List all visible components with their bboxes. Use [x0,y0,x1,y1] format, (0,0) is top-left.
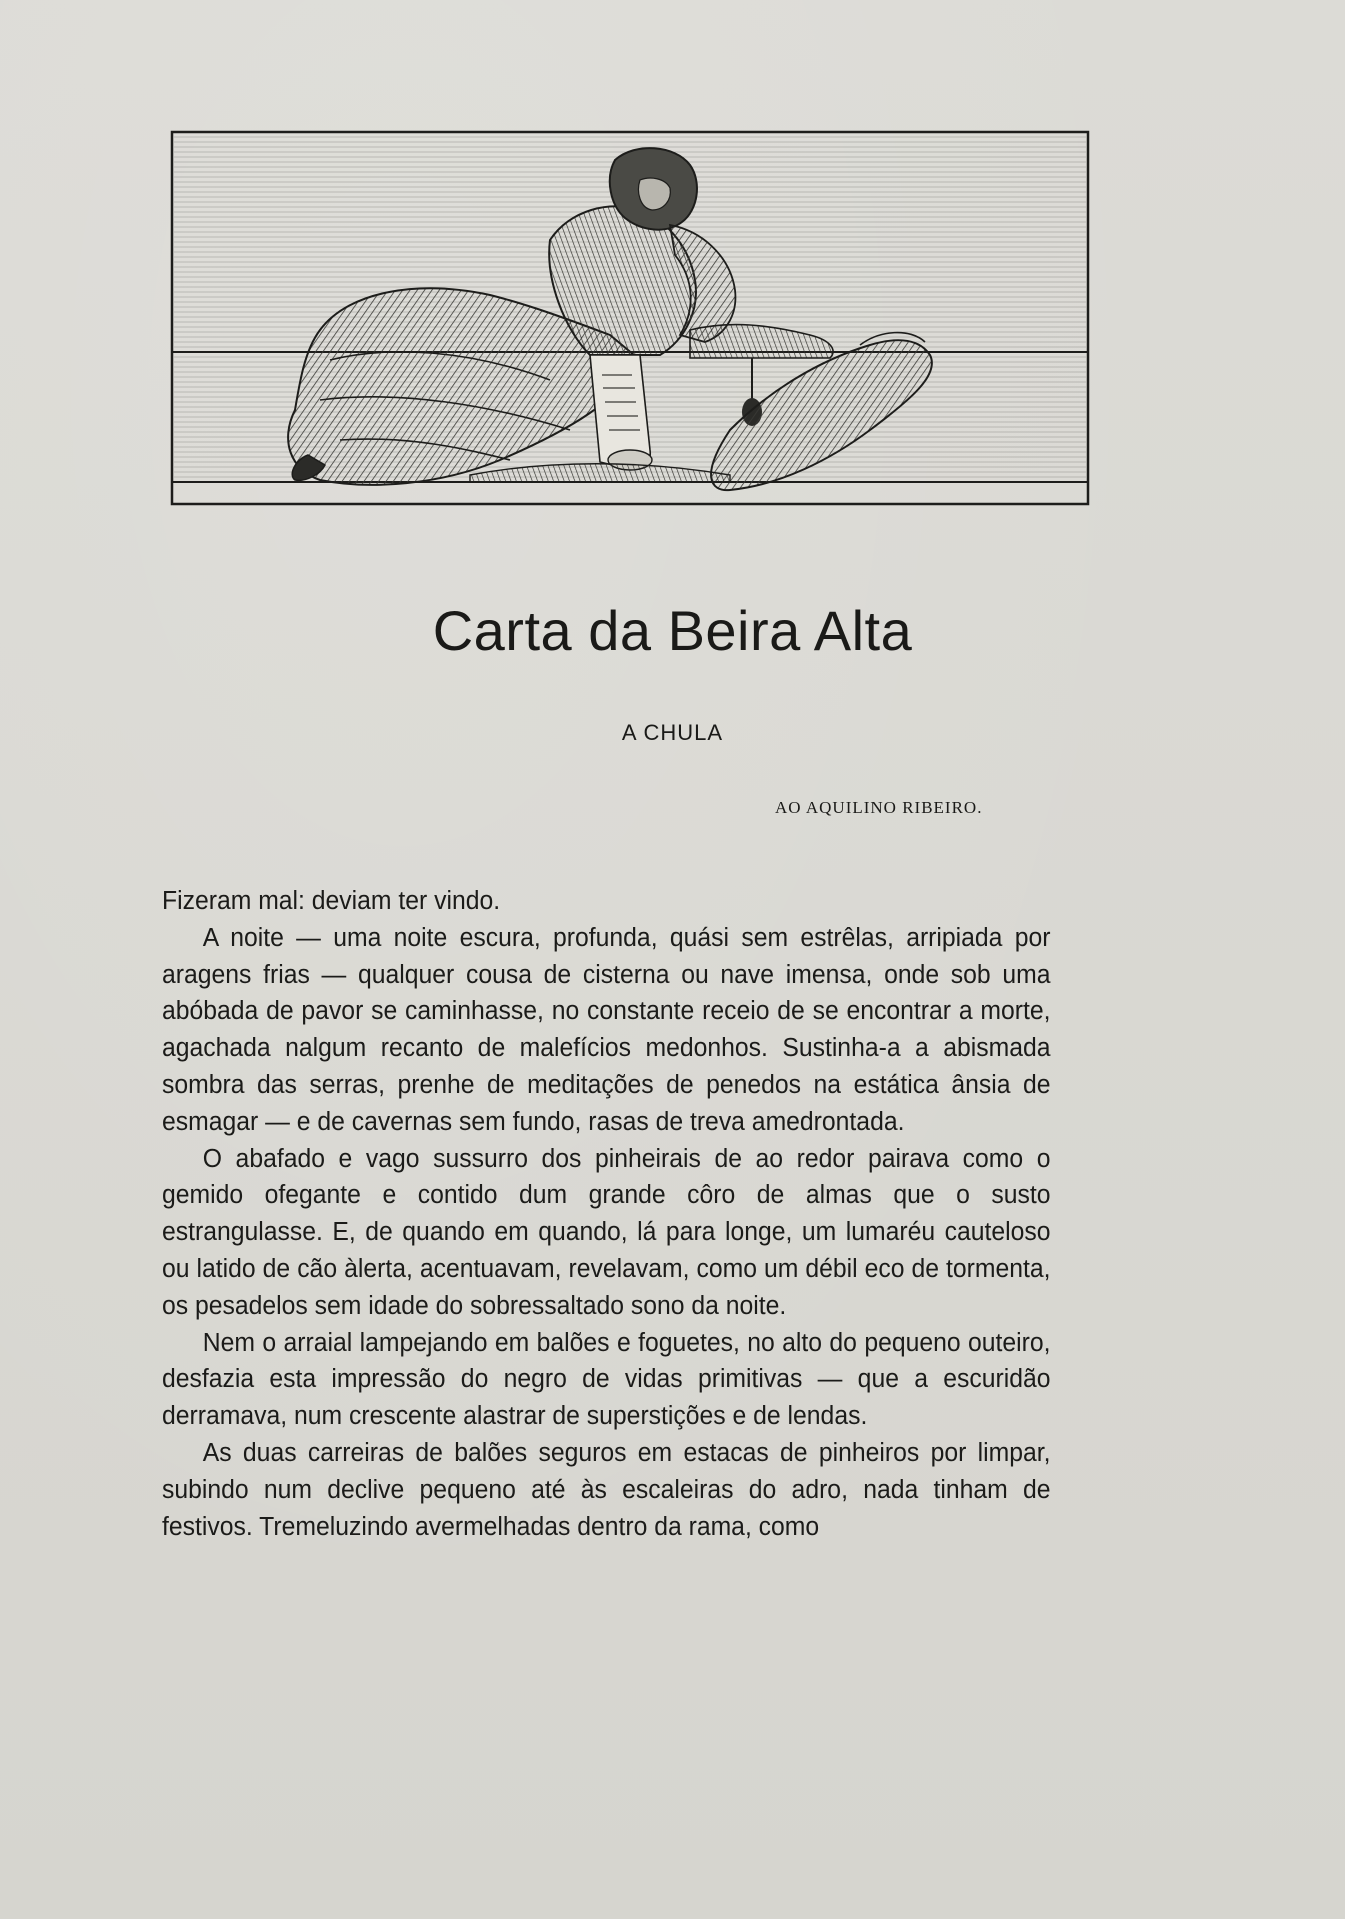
reclining-woman-engraving-icon [170,130,1090,510]
illustration [170,130,1090,510]
dedication: AO AQUILINO RIBEIRO. [775,798,983,817]
article-title: Carta da Beira Alta [432,599,913,662]
paragraph: A noite — uma noite escura, profunda, quási sem estrêlas, arripiada por aragens frias — qualquer cousa de cisterna ou nave imensa, onde sob uma abóbada de pavor se caminhasse, no constante receio de se encontrar a morte, agachada nalgum recanto de malefícios medonhos. Sustinha-a a abismada sombra das serras, prenhe de meditações de penedos na estática ânsia de esmagar — e de cavernas sem fundo, rasas de treva amedrontada. [162,923,1051,1136]
paragraph: O abafado e vago sussurro dos pinheirais de ao redor pairava como o gemido ofegante e contido dum grande côro de almas que o susto estrangulasse. E, de quando em quando, lá para longe, um lumaréu cauteloso ou latido de cão àlerta, acentuavam, revelavam, como um débil eco de tormenta, os pesadelos sem idade do sobressaltado sono da noite. [162,1144,1051,1320]
body-text [162,883,1051,1545]
paragraph: Fizeram mal: deviam ter vindo. [162,887,501,915]
paragraph: Nem o arraial lampejando em balões e foguetes, no alto do pequeno outeiro, desfazia esta impressão do negro de vidas primitivas — que a escuridão derramava, num crescente alastrar de superstições e de lendas. [162,1328,1051,1431]
paragraph: As duas carreiras de balões seguros em estacas de pinheiros por limpar, subindo num declive pequeno até às escaleiras do adro, nada tinham de festivos. Tremeluzindo avermelhadas dentro da rama, como [162,1438,1051,1541]
article-subtitle: A CHULA [621,720,724,745]
